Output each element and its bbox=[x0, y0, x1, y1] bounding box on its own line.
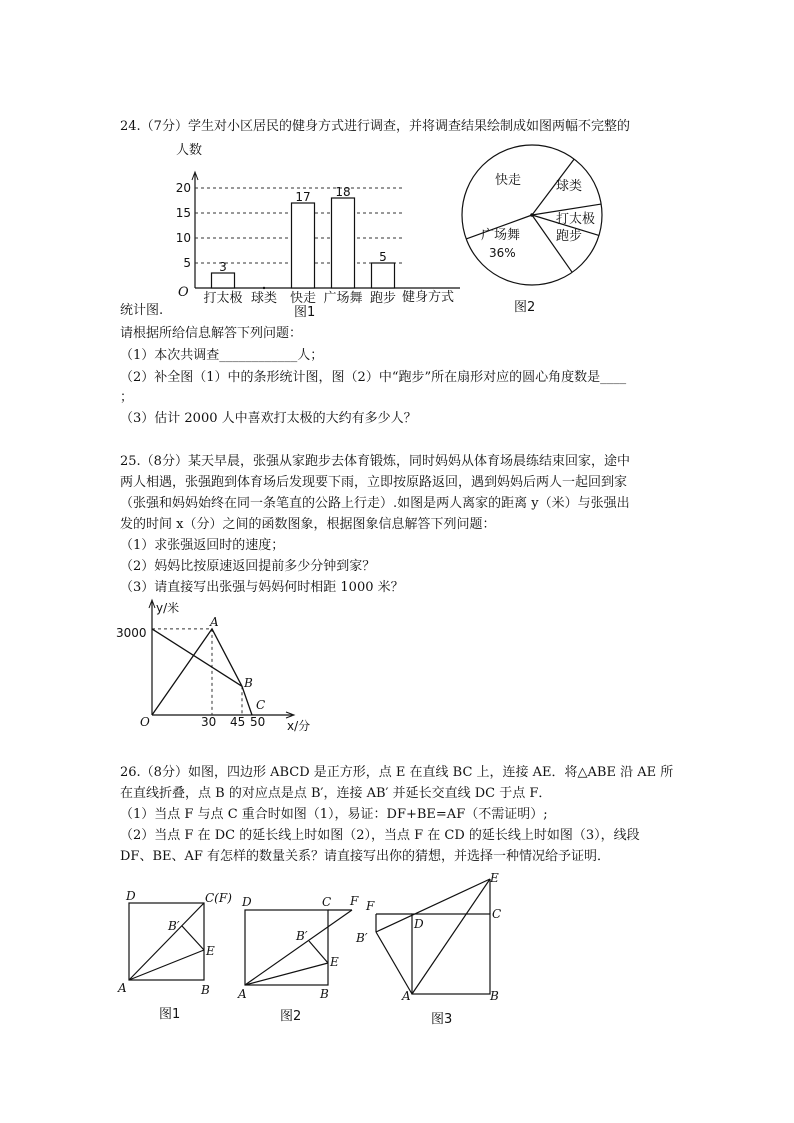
graph-xtick-30: 30 bbox=[201, 715, 217, 729]
graph-ylabel: y/米 bbox=[156, 601, 180, 615]
graph-ytick-3000: 3000 bbox=[116, 626, 147, 640]
fig1-label-d: D bbox=[126, 889, 136, 903]
q24-part2: （2）补全图（1）中的条形统计图，图（2）中“跑步”所在扇形对应的圆心角度数是____ bbox=[120, 370, 627, 385]
bar-ytick-label: 20 bbox=[175, 181, 191, 195]
bar-ytick-label: 5 bbox=[183, 256, 191, 270]
fig3-label-bp: B′ bbox=[356, 931, 368, 945]
fig1-label-e: E bbox=[206, 944, 215, 958]
q24-stem-line2: 统计图. bbox=[120, 303, 164, 318]
pie-center-dot bbox=[530, 213, 534, 217]
bar-value-label: 5 bbox=[379, 250, 387, 264]
fig1-label-b: B bbox=[201, 983, 210, 997]
q25-line-7: （3）请直接写出张强与妈妈何时相距 1000 米？ bbox=[120, 580, 404, 595]
q24-instruction: 请根据所给信息解答下列问题： bbox=[120, 326, 303, 341]
fig1-caption: 图1 bbox=[159, 1007, 181, 1022]
fig3-line-bpe bbox=[376, 879, 490, 932]
fig2-label-d: D bbox=[242, 895, 252, 909]
bar-value-label: 17 bbox=[295, 190, 311, 204]
fig1-line-bpe bbox=[182, 926, 204, 950]
graph-point-c: C bbox=[256, 698, 266, 712]
q25-line-6: （2）妈妈比按原速返回提前多少分钟到家？ bbox=[120, 559, 376, 574]
bar-value-label: 3 bbox=[219, 260, 227, 274]
pie-label-paobu: 跑步 bbox=[556, 229, 583, 244]
q26-line-5: DF、BE、AF 有怎样的数量关系？请直接写出你的猜想，并选择一种情况给予证明． bbox=[120, 849, 611, 864]
bar-chart-caption: 图1 bbox=[294, 305, 316, 320]
fig1-line-af bbox=[129, 903, 204, 980]
q26-line-1: 26.（8分）如图，四边形 ABCD 是正方形，点 E 在直线 BC 上，连接 AE．将△ABE 沿 AE 所 bbox=[120, 765, 674, 780]
fig3-square bbox=[412, 914, 490, 994]
bar-4 bbox=[372, 263, 395, 288]
bar-value-label: 18 bbox=[335, 185, 351, 199]
fig2-line-bpe bbox=[309, 941, 328, 963]
pie-chart bbox=[455, 143, 615, 318]
graph-point-a: A bbox=[210, 615, 219, 629]
fig3-label-a: A bbox=[402, 989, 411, 1003]
bar-category-label: 打太极 bbox=[203, 291, 243, 306]
fig3-label-e: E bbox=[490, 871, 499, 885]
pie-label-guangchangwu-pct: 36% bbox=[489, 246, 516, 260]
bar-3 bbox=[332, 198, 355, 288]
geometry-figure-2 bbox=[230, 888, 370, 1028]
fig3-label-f: F bbox=[366, 899, 375, 913]
bar-ytick-label: 10 bbox=[175, 231, 191, 245]
fig1-line-ae bbox=[129, 950, 204, 980]
fig3-line-abp bbox=[376, 932, 412, 994]
q26-line-2: 在直线折叠，点 B 的对应点是点 B′，连接 AB′ 并延长交直线 DC 于点 F． bbox=[120, 786, 552, 801]
geometry-figure-1 bbox=[115, 888, 245, 1028]
q24-stem-line1: 24.（7分）学生对小区居民的健身方式进行调查，并将调查结果绘制成如图两幅不完整的 bbox=[120, 119, 630, 134]
bar-category-label: 广场舞 bbox=[323, 291, 363, 306]
bar-chart-origin: O bbox=[178, 285, 189, 300]
fig3-label-c: C bbox=[492, 907, 502, 921]
graph-series-0 bbox=[152, 629, 252, 715]
graph-xtick-45: 45 bbox=[230, 715, 246, 729]
q24-part3: （3）估计 2000 人中喜欢打太极的大约有多少人？ bbox=[120, 411, 417, 426]
fig1-label-a: A bbox=[118, 981, 127, 995]
fig2-label-c: C bbox=[322, 895, 332, 909]
fig2-line-af bbox=[245, 910, 352, 985]
q25-line-3: （张强和妈妈始终在同一条笔直的公路上行走）.如图是两人离家的距离 y（米）与张强出 bbox=[120, 496, 630, 511]
bar-0 bbox=[212, 273, 235, 288]
bar-chart-xlabel: 健身方式 bbox=[402, 290, 455, 305]
fig2-line-ae bbox=[245, 963, 328, 985]
q25-line-4: 发的时间 x（分）之间的函数图象，根据图象信息解答下列问题： bbox=[120, 517, 496, 532]
pie-label-kuaizou: 快走 bbox=[495, 173, 522, 188]
bar-2 bbox=[292, 203, 315, 288]
bar-chart-ylabel: 人数 bbox=[176, 143, 203, 158]
graph-origin: O bbox=[140, 715, 150, 729]
fig3-caption: 图3 bbox=[431, 1012, 453, 1027]
q26-line-4: （2）当点 F 在 DC 的延长线上时如图（2），当点 F 在 CD 的延长线上时如图（3），线段 bbox=[120, 828, 640, 843]
bar-category-label: 球类 bbox=[250, 291, 278, 306]
graph-xlabel: x/分 bbox=[287, 719, 311, 733]
fig2-label-e: E bbox=[330, 955, 339, 969]
graph-series-1 bbox=[152, 629, 242, 686]
fig2-label-f: F bbox=[350, 894, 359, 908]
fig2-caption: 图2 bbox=[280, 1009, 302, 1024]
graph-layer bbox=[149, 600, 294, 718]
pie-label-guangchangwu: 广场舞 bbox=[481, 228, 521, 243]
fig2-label-bp: B′ bbox=[296, 929, 308, 943]
line-graph bbox=[110, 596, 330, 741]
graph-point-b: B bbox=[244, 676, 253, 690]
pie-label-taiji: 打太极 bbox=[556, 212, 596, 227]
fig1-label-bp: B′ bbox=[168, 919, 180, 933]
q25-line-5: （1）求张强返回时的速度； bbox=[120, 538, 285, 553]
q25-line-1: 25.（8分）某天早晨，张强从家跑步去体育锻炼，同时妈妈从体育场晨练结束回家，途中 bbox=[120, 454, 630, 469]
pie-chart-caption: 图2 bbox=[514, 300, 536, 315]
pie-label-qiulei: 球类 bbox=[556, 179, 583, 194]
bar-chart bbox=[170, 138, 470, 318]
q24-part2-tail: ； bbox=[120, 390, 134, 405]
geometry-figure-3 bbox=[352, 868, 512, 1033]
bar-layer bbox=[176, 172, 460, 306]
bar-empty-mark bbox=[263, 287, 265, 289]
fig1-label-cf: C(F) bbox=[205, 891, 232, 905]
fig2-label-b: B bbox=[320, 987, 329, 1001]
bar-ytick-label: 15 bbox=[175, 206, 191, 220]
bar-category-label: 跑步 bbox=[369, 291, 397, 306]
fig3-label-b: B bbox=[490, 989, 499, 1003]
fig3-label-d: D bbox=[414, 917, 424, 931]
graph-xtick-50: 50 bbox=[250, 715, 266, 729]
fig3-line-ae bbox=[412, 879, 490, 994]
bar-category-label: 快走 bbox=[289, 291, 317, 306]
q25-line-2: 两人相遇，张强跑到体育场后发现要下雨，立即按原路返回，遇到妈妈后两人一起回到家 bbox=[120, 475, 628, 490]
q24-part1: （1）本次共调查____________人； bbox=[120, 348, 324, 363]
fig2-label-a: A bbox=[238, 987, 247, 1001]
q26-line-3: （1）当点 F 与点 C 重合时如图（1），易证：DF+BE=AF（不需证明）; bbox=[120, 807, 548, 822]
